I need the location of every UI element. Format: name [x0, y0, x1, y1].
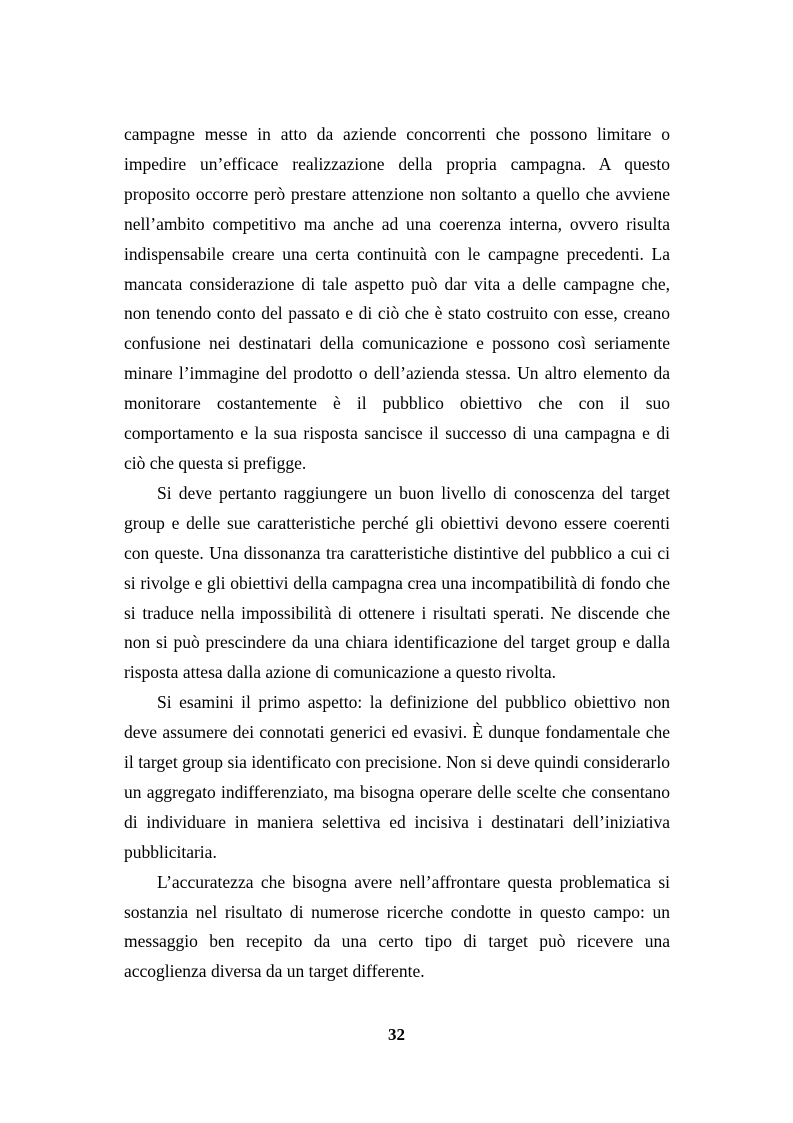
- paragraph-2: Si deve pertanto raggiungere un buon livello di conoscenza del target group e delle sue caratteristiche perché gli obiettivi devono essere coerenti con queste. Una dissonanza tra caratteristiche distintive del pubblico a cui ci si rivolge e gli obiettivi della campagna crea una incompatibilità di fondo che si traduce nella impossibilità di ottenere i risultati sperati. Ne discende che non si può prescindere da una chiara identificazione del target group e dalla risposta attesa dalla azione di comunicazione a questo rivolta.: [124, 482, 670, 683]
- page-number: 32: [388, 1025, 405, 1044]
- body-text: [124, 120, 670, 987]
- paragraph-1: campagne messe in atto da aziende concorrenti che possono limitare o impedire un’efficace realizzazione della propria campagna. A questo proposito occorre però prestare attenzione non soltanto a quello che avviene nell’ambito competitivo ma anche ad una coerenza interna, ovvero risulta indispensabile creare una certa continuità con le campagne precedenti. La mancata considerazione di tale aspetto può dar vita a delle campagne che, non tenendo conto del passato e di ciò che è stato costruito con esse, creano confusione nei destinatari della comunicazione e possono così seriamente minare l’immagine del prodotto o dell’azienda stessa. Un altro elemento da monitorare costantemente è il pubblico obiettivo che con il suo comportamento e la sua risposta sancisce il successo di una campagna e di ciò che questa si prefigge.: [124, 124, 670, 473]
- paragraph-4: L’accuratezza che bisogna avere nell’affrontare questa problematica si sostanzia nel risultato di numerose ricerche condotte in questo campo: un messaggio ben recepito da una certo tipo di target può ricevere una accoglienza diversa da un target differente.: [124, 871, 670, 982]
- paragraph-3: Si esamini il primo aspetto: la definizione del pubblico obiettivo non deve assumere dei connotati generici ed evasivi. È dunque fondamentale che il target group sia identificato con precisione. Non si deve quindi considerarlo un aggregato indifferenziato, ma bisogna operare delle scelte che consentano di individuare in maniera selettiva ed incisiva i destinatari dell’iniziativa pubblicitaria.: [124, 692, 670, 862]
